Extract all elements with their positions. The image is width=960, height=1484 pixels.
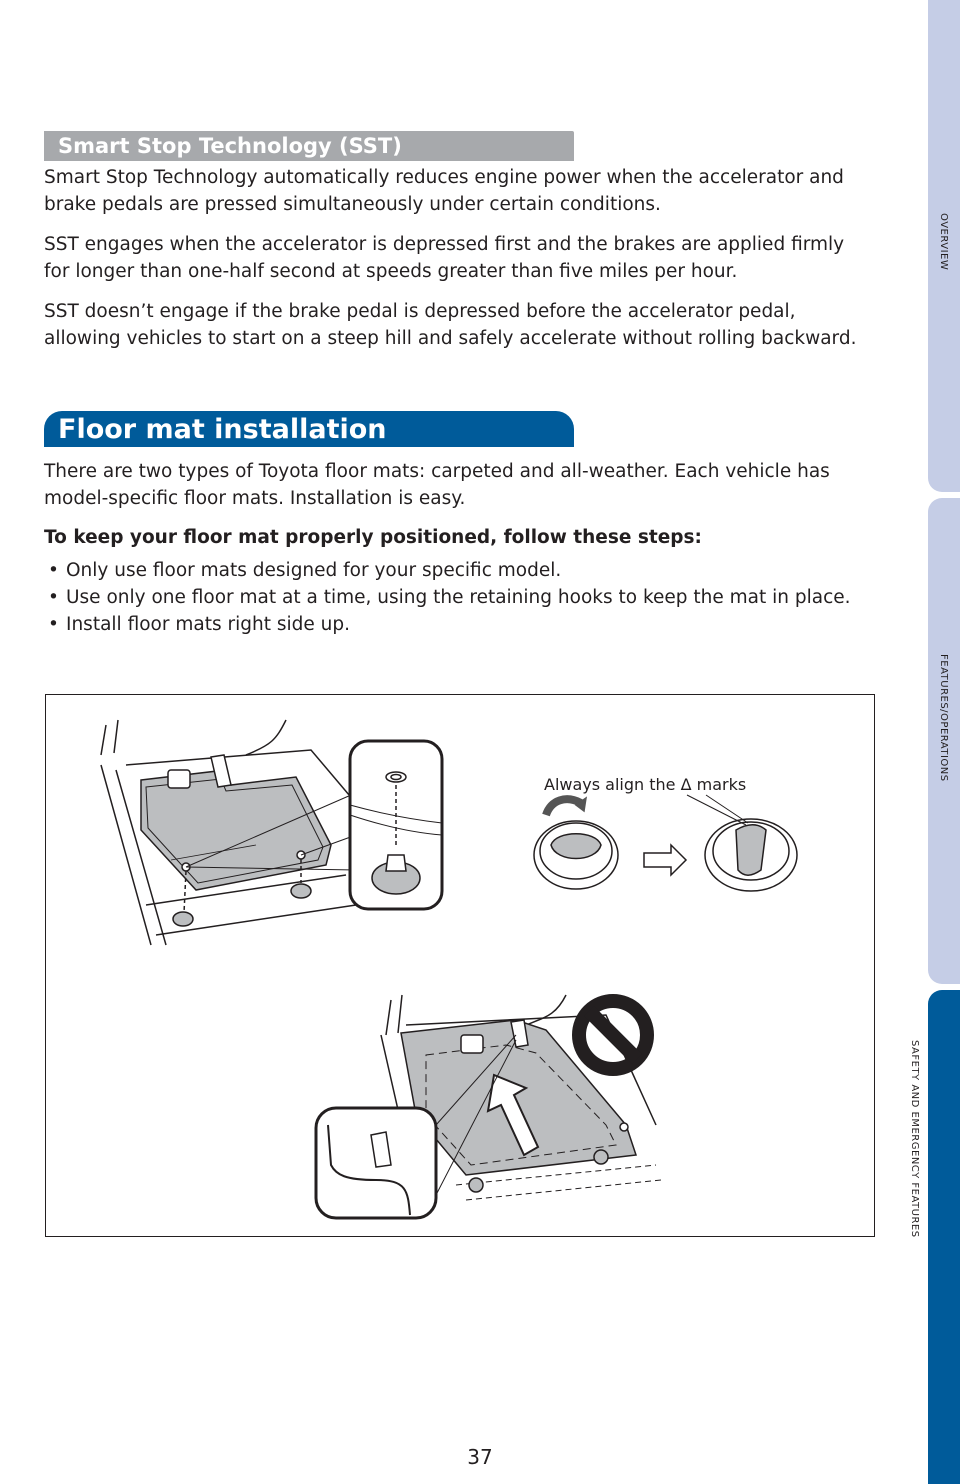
list-item: • Install floor mats right side up. [48,614,350,635]
figure-caption: Always align the Δ marks [544,775,747,794]
sst-paragraph-1: Smart Stop Technology automatically reduces engine power when the accelerator and brake pedals are pressed simultaneously under certain conditions. [44,167,844,215]
floor-mat-steps-title: To keep your floor mat properly positioned, follow these steps: [44,527,702,548]
list-item: • Only use floor mats designed for your specific model. [48,560,562,581]
page-number: 37 [467,1445,493,1469]
tab-safety-label: SAFETY AND EMERGENCY FEATURES [909,1040,920,1238]
floor-mat-figure [45,694,875,1237]
align-marks-illustration [534,795,797,891]
prohibited-icon [579,1001,647,1069]
floor-mat-illustration [46,695,874,1236]
floor-mat-bullet-list [44,557,874,638]
list-item: • Use only one floor mat at a time, using the retaining hooks to keep the mat in place. [48,587,851,608]
correct-installation-illustration [101,720,442,945]
sst-heading: Smart Stop Technology (SST) [44,131,574,161]
sst-paragraph-2: SST engages when the accelerator is depressed first and the brakes are applied firmly for longer than one-half second at speeds greater than five miles per hour. [44,234,845,282]
tab-features-label: FEATURES/OPERATIONS [938,654,949,782]
floor-mat-intro: There are two types of Toyota floor mats: carpeted and all-weather. Each vehicle has model-specific floor mats. Installation is easy. [44,461,830,509]
tab-overview-label: OVERVIEW [938,213,949,271]
tab-overview[interactable] [928,0,960,492]
tab-features-operations[interactable] [928,498,960,984]
sst-paragraph-3: SST doesn’t engage if the brake pedal is depressed before the accelerator pedal, allowing vehicles to start on a steep hill and safely accelerate without rolling backward. [44,301,857,349]
floor-mat-heading: Floor mat installation [44,411,574,447]
tab-safety-emergency[interactable] [928,990,960,1484]
